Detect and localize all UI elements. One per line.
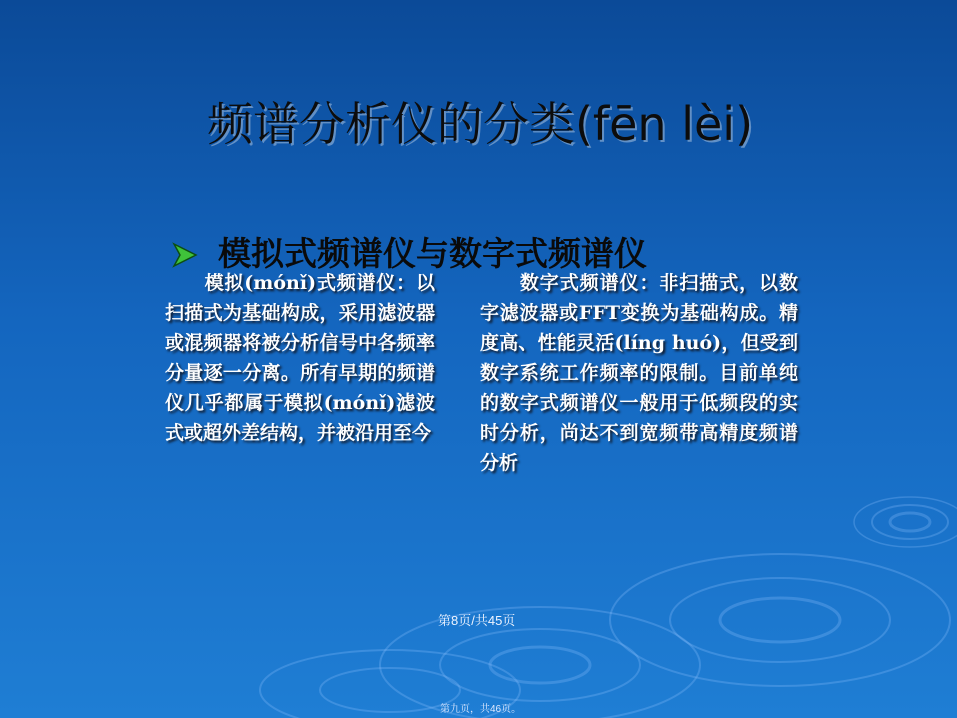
digital-description: 数字式频谱仪：非扫描式，以数字滤波器或FFT变换为基础构成。精度高、性能灵活(líng huó)，但受到数字系统工作频率的限制。目前单纯的数字式频谱仪一般用于低频段的实时分析，尚达不到宽频带高精度频谱分析 (480, 272, 798, 474)
slide-subtitle: 模拟式频谱仪与数字式频谱仪 (218, 234, 647, 273)
page-number: 第8页/共45页 (438, 613, 516, 628)
footer-page-number: 第九页，共46页。 (440, 704, 522, 715)
analog-description: 模拟(mónǐ)式频谱仪：以扫描式为基础构成，采用滤波器或混频器将被分析信号中各频率分量逐一分离。所有早期的频谱仪几乎都属于模拟(mónǐ)滤波式或超外差结构，并被沿用至今 (165, 272, 435, 444)
arrow-bullet-icon (172, 242, 198, 268)
slide-title: 频谱分析仪的分类(fēn lèi) (206, 97, 754, 151)
